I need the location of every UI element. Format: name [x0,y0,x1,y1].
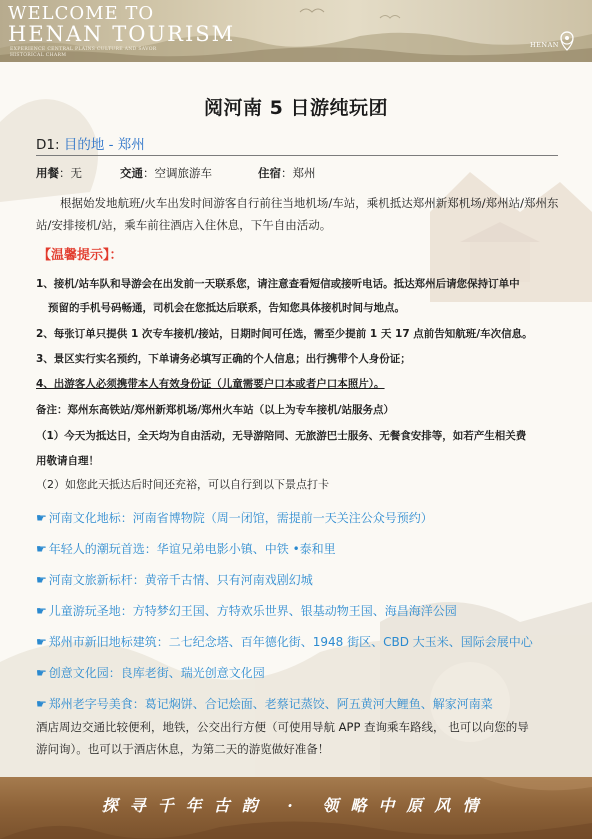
header-banner [0,0,592,62]
spot-item: ☛ 创意文化园：良库老街、瑞光创意文化园 [36,666,265,680]
warning-title: 【温馨提示】： [38,248,123,263]
pointing-hand-icon: ☛ [36,573,47,587]
stay-value: ：郑州 [281,166,316,180]
pointing-hand-icon: ☛ [36,697,47,711]
meal-label: 用餐 [36,166,59,180]
logo-text: HENAN [530,41,559,49]
tip-2: 2、每张订单只提供 1 次专车接机/接站，日期时间可任选，需至少提前 1 天 17 点前告知航班/车次信息。 [36,328,533,340]
note-2: （2）如您此天抵达后时间还充裕，可以自行到以下景点打卡 [36,478,329,491]
divider [36,155,558,156]
stay-info [258,165,316,181]
pointing-hand-icon: ☛ [36,542,47,556]
footer-slogan: 探寻千年古韵 · 领略中原风情 [101,796,491,815]
spot-item: ☛ 郑州老字号美食：葛记焖饼、合记烩面、老蔡记蒸饺、阿五黄河大鲤鱼、解家河南菜 [36,697,493,711]
day-destination: 目的地 - 郑州 [63,137,145,153]
day-header [36,133,145,153]
note-1: （1）今天为抵达日，全天均为自由活动，无导游陪同、无旅游巴士服务、无餐食安排等，如若产生相关费 [36,430,527,442]
transport-value: ：空调旅游车 [143,166,212,180]
page-title: 阅河南 5 日游纯玩团 [204,97,388,119]
note-1-cont: 用敬请自理！ [36,455,99,467]
pointing-hand-icon: ☛ [36,604,47,618]
tip-3: 3、景区实行实名预约，下单请务必填写正确的个人信息；出行携带个人身份证； [36,353,411,365]
closing-line-1: 酒店周边交通比较便利，地铁，公交出行方便（可使用导航 APP 查询乘车路线， 也可以向您的导 [36,720,529,734]
transport-label: 交通 [120,166,143,180]
stay-label: 住宿 [258,166,281,180]
pointing-hand-icon: ☛ [36,666,47,680]
spot-item: ☛ 郑州市新旧地标建筑：二七纪念塔、百年德化街、1948 街区、CBD 大玉米、国际会展中心 [36,635,533,649]
meal-value: ：无 [59,166,82,180]
closing-line-2: 游问询）。也可以于酒店休息，为第二天的游览做好准备！ [36,742,330,756]
meal-info [36,165,82,181]
footer-banner [0,777,592,839]
spot-item: ☛ 儿童游玩圣地：方特梦幻王国、方特欢乐世界、银基动物王国、海昌海洋公园 [36,604,457,618]
pointing-hand-icon: ☛ [36,635,47,649]
spot-item: ☛ 河南文化地标：河南省博物院（周一闭馆，需提前一天关注公众号预约） [36,511,433,525]
brand-tagline: EXPERIENCE CENTRAL PLAINS CULTURE AND SAVOR HISTORICAL CHARM [10,47,157,58]
spot-item: ☛ 河南文旅新标杆：黄帝千古情、只有河南戏剧幻城 [36,573,313,587]
brand-welcome: WELCOME TO [8,3,155,24]
tip-1-cont: 预留的手机号码畅通，司机会在您抵达后联系，告知您具体接机时间与地点。 [48,302,405,314]
brand-henan-tourism: HENAN TOURISM [8,22,236,46]
remark: 备注：郑州东高铁站/郑州新郑机场/郑州火车站（以上为专车接机/站服务点） [36,404,395,416]
pointing-hand-icon: ☛ [36,511,47,525]
transport-info [120,165,212,181]
intro-paragraph: 根据始发地航班/火车出发时间游客自行前往当地机场/车站，乘机抵达郑州新郑机场/郑州站/郑州东站/安排接机/站，乘车前往酒店入住休息，下午自由活动。 [36,196,559,232]
tip-4: 4、出游客人必须携带本人有效身份证（儿童需要户口本或者户口本照片）。 [36,378,385,390]
tip-1: 1、接机/站车队和导游会在出发前一天联系您，请注意查看短信或接听电话。抵达郑州后请您保持订单中 [36,278,520,290]
day-label: D1: [36,137,60,153]
spot-item: ☛ 年轻人的潮玩首选：华谊兄弟电影小镇、中铁 •泰和里 [36,542,336,556]
